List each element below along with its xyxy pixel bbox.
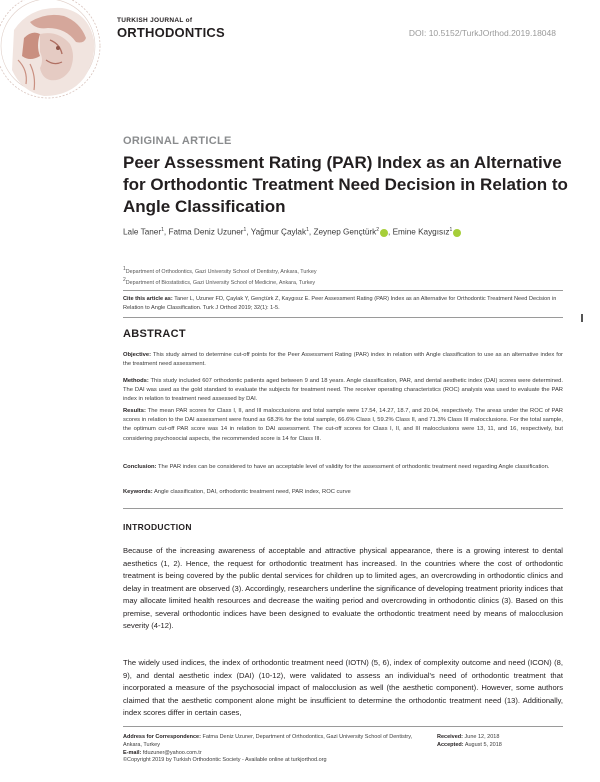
abstract-heading: ABSTRACT: [123, 328, 186, 340]
author-name[interactable]: Zeynep Gençtürk: [313, 227, 377, 237]
journal-logo-emblem: [0, 0, 112, 112]
citation-text: Taner L, Uzuner FD, Çaylak Y, Gençtürk Z, Kaygısız E. Peer Assessment Rating (PAR) Index as an Alternative for Orthodontic Treatment Need Decision in Relation to Angle Classification. Turk J Orthod 2019; 32(1): 1-5.: [123, 296, 557, 311]
introduction-paragraph: Because of the increasing awareness of acceptable and attractive physical appearance, there is a growing interest to dental aesthetics (1, 2). Hence, the request for orthodontic treatment has increased. In the countries where the cost of orthodontic treatment is being covered by the public dental services for children up to limited ages, an overcrowding in orthodontic clinics and delay in treatment are observed (3). Accordingly, researchers underline the significance of developing treatment priority indices that may allocate limited health resources and decrease the waiting period and overcrowding in orthodontic clinics (3). Based on this premise, several orthodontic indices have been designed to evaluate the orthodontic treatment need by means of malocclusion severity (4-12).: [123, 546, 563, 630]
author-name[interactable]: Fatma Deniz Uzuner: [168, 227, 244, 237]
divider: [123, 508, 563, 509]
affiliation-item: 2Department of Biostatistics, Gazi University School of Medicine, Ankara, Turkey: [123, 276, 316, 286]
author-affiliation-marker: 1: [449, 227, 453, 233]
article-dates: Received: June 12, 2018 Accepted: August 5, 2018: [437, 734, 502, 748]
introduction-paragraph: The widely used indices, the index of orthodontic treatment need (IOTN) (5, 6), index of complexity outcome and need (ICON) (8, 9), and dental aesthetic index (DAI) (10-12), were validated to assess an individual's need of orthodontic treatment that incorporated a measure of the psychosocial impact of malocclusion as well (the aesthetic component). However, some authors claimed that the aesthetic component alone might be insufficient to determine the orthodontic treatment need (13). Additionally, index scores differ in certain cases,: [123, 658, 563, 717]
orcid-icon[interactable]: [380, 229, 388, 237]
abstract-conclusion: Conclusion: The PAR index can be considered to have an acceptable level of validity for the assessment of orthodontic treatment need regarding Angle classification.: [123, 464, 550, 470]
article-title: Peer Assessment Rating (PAR) Index as an Alternative for Orthodontic Treatment Need Decision in Relation to Angle Classification: [123, 153, 568, 216]
affiliation-item: 1Department of Orthodontics, Gazi University School of Dentistry, Ankara, Turkey: [123, 266, 317, 275]
footer-divider: [123, 726, 563, 727]
journal-name-small: TURKISH JOURNAL of: [117, 17, 193, 24]
author-affiliation-marker: 1: [161, 227, 164, 233]
orcid-icon[interactable]: [453, 229, 461, 237]
copyright-notice: ©Copyright 2019 by Turkish Orthodontic Society - Available online at turkjorthod.org: [123, 757, 327, 763]
affiliations: [123, 265, 317, 287]
author-name[interactable]: Lale Taner: [123, 227, 162, 237]
margin-mark: [581, 314, 583, 322]
citation: [123, 295, 563, 313]
divider: [123, 317, 563, 318]
author-list: Lale Taner$^1$, Fatma Deniz Uzuner$^1$, Yağmur Çaylak$^1$, Zeynep Gençtürk$^2$ , Emine Kaygısız$^1$: [123, 227, 583, 237]
divider: [123, 290, 563, 291]
doi-link[interactable]: DOI: 10.5152/TurkJOrthod.2019.18048: [408, 28, 556, 38]
article-type: ORIGINAL ARTICLE: [123, 135, 232, 147]
abstract-results: Results: The mean PAR scores for Class I, II, and III malocclusions and total sample were 17.54, 14.27, 18.7, and 20.04, respectively. The areas under the ROC of PAR scores in relation to the DAI assessment were found as 68.3% for the total sample, 66.6% Class I, 59.2% Class II, and 71.3% Class III malocclusions. For the total sample, the optimum cut-off PAR score was 14 in relation to DAI assessment. The cut-off scores for Class I, II, and III malocclusions were 13, 11, and 16, respectively, but considering psychosocial aspects, the recommended score is 14 for Class III.: [123, 408, 563, 442]
abstract-keywords: Keywords: Angle classification, DAI, orthodontic treatment need, PAR index, ROC curve: [123, 489, 351, 495]
citation-label: Cite this article as:: [123, 296, 173, 302]
author-affiliation-marker: 1: [306, 227, 309, 233]
abstract-methods: Methods: This study included 607 orthodontic patients aged between 9 and 18 years. Angle classification, PAR, and dental aesthetic index (DAI) scores were determined. The DAI was used as the gold standard to evaluate the subjects for treatment need. The receiver operating characteristics (ROC) analysis was used to evaluate the PAR index in relation to treatment need assessed by DAI.: [123, 378, 563, 403]
author-affiliation-marker: 2: [376, 227, 380, 233]
introduction-heading: INTRODUCTION: [123, 522, 192, 532]
author-affiliation-marker: 1: [243, 227, 247, 233]
email-link[interactable]: fduzuner@yahoo.com.tr: [142, 750, 202, 756]
correspondence: Address for Correspondence: Fatma Deniz Uzuner, Department of Orthodontics, Gazi University School of Dentistry, Ankara, Turkey E-mail: fduzuner@yahoo.com.tr: [123, 734, 413, 756]
journal-name: ORTHODONTICS: [117, 25, 225, 40]
abstract-objective: Objective: This study aimed to determine cut-off points for the Peer Assessment Rating (PAR) index in relation with Angle classification to use as an alternative index for the treatment need assessment.: [123, 352, 563, 368]
author-name[interactable]: Yağmur Çaylak: [250, 227, 307, 237]
author-name[interactable]: Emine Kaygısız: [392, 227, 450, 237]
